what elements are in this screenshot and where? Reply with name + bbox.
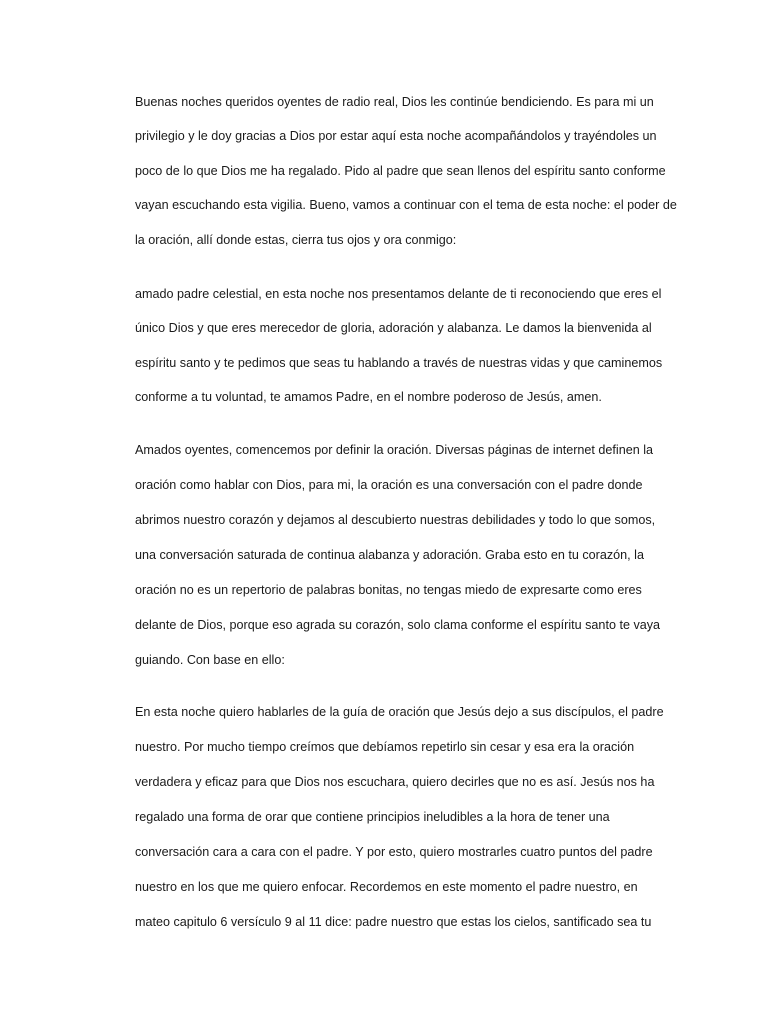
paragraph-3-line-2: oración como hablar con Dios, para mi, la oración es una conversación con el padre donde	[135, 478, 643, 492]
paragraph-4-line-6: nuestro en los que me quiero enfocar. Recordemos en este momento el padre nuestro, en	[135, 880, 638, 894]
paragraph-1-line-4: vayan escuchando esta vigilia. Bueno, vamos a continuar con el tema de esta noche: el poder de	[135, 198, 677, 212]
paragraph-3-line-5: oración no es un repertorio de palabras bonitas, no tengas miedo de expresarte como eres	[135, 583, 642, 597]
paragraph-3-line-1: Amados oyentes, comencemos por definir la oración. Diversas páginas de internet definen la	[135, 443, 654, 457]
paragraph-2-line-2: único Dios y que eres merecedor de gloria, adoración y alabanza. Le damos la bienvenida al	[135, 321, 652, 335]
paragraph-4-line-2: nuestro. Por mucho tiempo creímos que debíamos repetirlo sin cesar y esa era la oración	[135, 740, 635, 754]
paragraph-2-line-1: amado padre celestial, en esta noche nos presentamos delante de ti reconociendo que eres el	[135, 287, 662, 301]
paragraph-1-line-3: poco de lo que Dios me ha regalado. Pido al padre que sean llenos del espíritu santo conforme	[135, 164, 666, 178]
paragraph-4-line-3: verdadera y eficaz para que Dios nos escuchara, quiero decirles que no es así. Jesús nos ha	[135, 775, 655, 789]
paragraph-1-line-5: la oración, allí donde estas, cierra tus ojos y ora conmigo:	[135, 233, 457, 247]
paragraph-3-line-6: delante de Dios, porque eso agrada su corazón, solo clama conforme el espíritu santo te vaya	[135, 618, 661, 632]
paragraph-1-line-2: privilegio y le doy gracias a Dios por estar aquí esta noche acompañándolos y trayéndoles un	[135, 129, 657, 143]
paragraph-4-line-5: conversación cara a cara con el padre. Y por esto, quiero mostrarles cuatro puntos del padre	[135, 845, 653, 859]
paragraph-4-line-4: regalado una forma de orar que contiene principios ineludibles a la hora de tener una	[135, 810, 610, 824]
paragraph-2-line-3: espíritu santo y te pedimos que seas tu hablando a través de nuestras vidas y que caminemos	[135, 356, 663, 370]
paragraph-3-line-3: abrimos nuestro corazón y dejamos al descubierto nuestras debilidades y todo lo que somos,	[135, 513, 656, 527]
paragraph-4-line-7: mateo capitulo 6 versículo 9 al 11 dice: padre nuestro que estas los cielos, santificado sea tu	[135, 915, 652, 929]
paragraph-3-line-4: una conversación saturada de continua alabanza y adoración. Graba esto en tu corazón, la	[135, 548, 644, 562]
paragraph-1-line-1: Buenas noches queridos oyentes de radio real, Dios les continúe bendiciendo. Es para mi un	[135, 95, 654, 109]
paragraph-4-line-1: En esta noche quiero hablarles de la guía de oración que Jesús dejo a sus discípulos, el padre	[135, 705, 664, 719]
paragraph-2-line-4: conforme a tu voluntad, te amamos Padre, en el nombre poderoso de Jesús, amen.	[135, 390, 602, 404]
paragraph-3-line-7: guiando. Con base en ello:	[135, 653, 285, 667]
